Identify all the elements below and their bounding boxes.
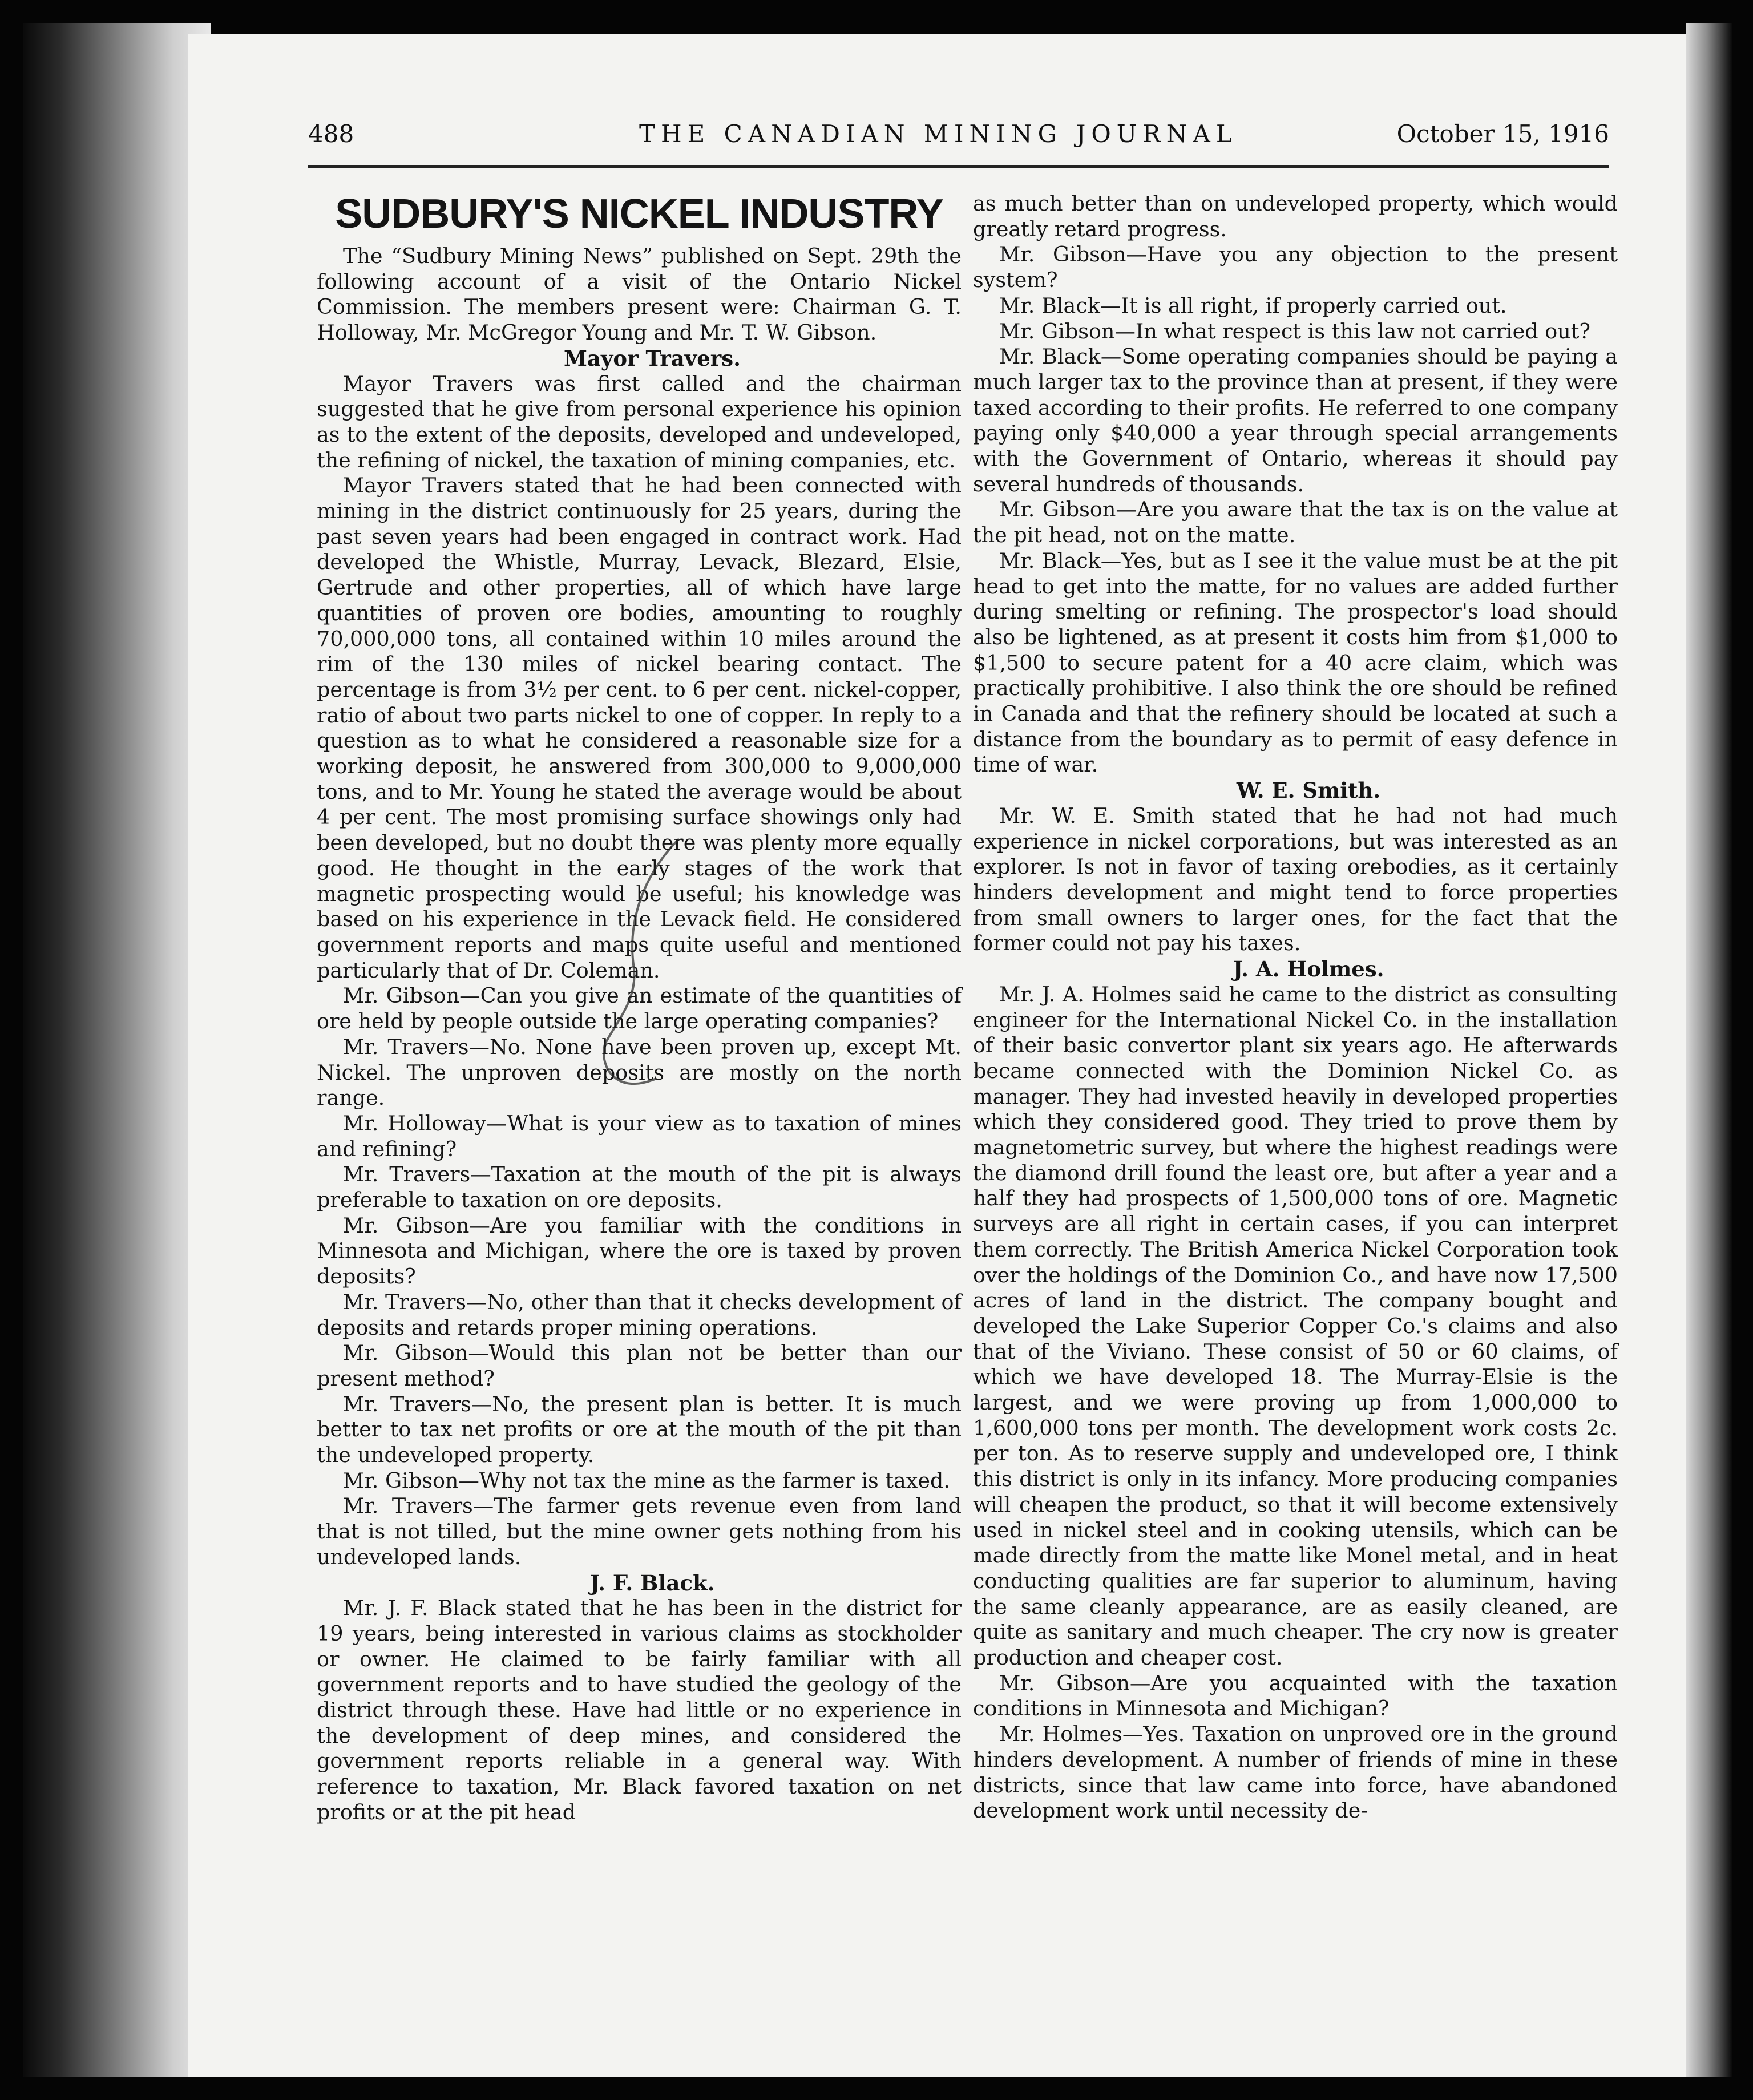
section-heading-black: J. F. Black. bbox=[589, 1570, 715, 1596]
paragraph: Mr. Gibson—Are you acquainted with the taxation conditions in Minnesota and Michigan? bbox=[973, 1670, 1618, 1721]
paragraph: Mr. Holmes—Yes. Taxation on unproved ore in the ground hinders development. A number of friends of mine in these districts, since that law came into force, have abandoned development work until necessity de- bbox=[973, 1722, 1618, 1823]
pencil-annotation-mark bbox=[593, 827, 708, 1101]
paragraph: Mr. Gibson—In what respect is this law not carried out? bbox=[999, 318, 1590, 344]
book-binding-edge bbox=[23, 23, 211, 2077]
paragraph: Mayor Travers stated that he had been connected with mining in the district continuously for 25 years, during the past seven years had been engaged in contract work. Had developed the Whistle, Murray, Levack, Blezard, Elsie, Gertrude and other properties, all of which have large quantities of proven ore bodies, amounting to roughly 70,000,000 tons, all contained within 10 miles around the rim of the 130 miles of nickel bearing contact. The percentage is from 3½ per cent. to 6 per cent. nickel-copper, ratio of about two parts nickel to one of copper. In reply to a question as to what he considered a reasonable size for a working deposit, he answered from 300,000 to 9,000,000 tons, and to Mr. Young he stated the average would be about 4 per cent. The most promising surface showings only had been developed, but no doubt there was plenty more equally good. He thought in the early stages of the work that magnetic prospecting would be useful; his knowledge was based on his experience in the Levack field. He considered government reports and maps quite useful and mentioned particularly that of Dr. Coleman. bbox=[317, 473, 962, 983]
paragraph: Mr. Black—Some operating companies should be paying a much larger tax to the province than at present, if they were taxed according to their profits. He referred to one company paying only $40,000 a year through special arrangements with the Government of Ontario, whereas it should pay several hundreds of thousands. bbox=[973, 344, 1618, 496]
paragraph: Mr. Travers—No, the present plan is better. It is much better to tax net profits or ore at the mouth of the pit than the undeveloped property. bbox=[317, 1391, 962, 1468]
paragraph: Mr. Black—It is all right, if properly carried out. bbox=[999, 293, 1507, 318]
paragraph: Mr. Gibson—Have you any objection to the present system? bbox=[973, 242, 1618, 293]
paragraph: Mr. Travers—No. None have been proven up, except Mt. Nickel. The unproven deposits are mostly on the north range. bbox=[317, 1034, 962, 1110]
paragraph: Mr. Travers—Taxation at the mouth of the pit is always preferable to taxation on ore deposits. bbox=[317, 1162, 962, 1213]
paragraph: Mr. Gibson—Are you aware that the tax is on the value at the pit head, not on the matte. bbox=[973, 497, 1618, 548]
article-title: SUDBURY'S NICKEL INDUSTRY bbox=[335, 191, 943, 237]
paragraph: Mr. Gibson—Are you familiar with the conditions in Minnesota and Michigan, where the ore is taxed by proven deposits? bbox=[317, 1213, 962, 1289]
paragraph: Mayor Travers was first called and the chairman suggested that he give from personal experience his opinion as to the extent of the deposits, developed and undeveloped, the refining of nickel, the taxation of mining companies, etc. bbox=[317, 371, 962, 472]
page-number: 488 bbox=[308, 120, 354, 148]
running-header bbox=[308, 120, 1609, 168]
section-heading-holmes: J. A. Holmes. bbox=[1233, 956, 1384, 982]
section-heading-travers: Mayor Travers. bbox=[563, 345, 741, 371]
right-column bbox=[973, 191, 1618, 1824]
paragraph: Mr. J. A. Holmes said he came to the district as consulting engineer for the International Nickel Co. in the installation of their basic convertor plant six years ago. He afterwards became connected with the Dominion Nickel Co. as manager. They had invested heavily in developed properties which they considered good. They tried to prove them by magnetometric survey, but where the highest readings were the diamond drill found the least ore, but after a year and a half they had prospects of 1,500,000 tons of ore. Magnetic surveys are all right in certain cases, if you can interpret them correctly. The British America Nickel Corporation took over the holdings of the Dominion Co., and have now 17,500 acres of land in the district. The company bought and developed the Lake Superior Copper Co.'s claims and also that of the Viviano. These consist of 50 or 60 claims, of which we have developed 18. The Murray-Elsie is the largest, and we were proving up from 1,000,000 to 1,600,000 tons per month. The development work costs 2c. per ton. As to reserve supply and undeveloped ore, I think this district is only in its infancy. More producing companies will cheapen the product, so that it will become extensively used in nickel steel and in cooking utensils, which can be made directly from the matte like Monel metal, and in heat conducting qualities are far superior to aluminum, having the same cleanly appearance, are as easily cleaned, are quite as sanitary and much cheaper. The cry now is greater production and cheaper cost. bbox=[973, 982, 1618, 1670]
paragraph: Mr. J. F. Black stated that he has been in the district for 19 years, being interested in various claims as stockholder or owner. He claimed to be fairly familiar with all government reports and to have studied the geology of the district through these. Have had little or no experience in the development of deep mines, and considered the government reports reliable in a general way. With reference to taxation, Mr. Black favored taxation on net profits or at the pit head bbox=[317, 1596, 962, 1824]
section-heading-smith: W. E. Smith. bbox=[1236, 778, 1381, 803]
paragraph: Mr. Gibson—Can you give an estimate of the quantities of ore held by people outside the large operating companies? bbox=[317, 983, 962, 1034]
paragraph: Mr. Travers—The farmer gets revenue even from land that is not tilled, but the mine owner gets nothing from his undeveloped lands. bbox=[317, 1493, 962, 1569]
page-right-edge bbox=[1686, 23, 1732, 2077]
paragraph: Mr. Travers—No, other than that it checks development of deposits and retards proper mining operations. bbox=[317, 1289, 962, 1340]
paragraph: Mr. Gibson—Would this plan not be better than our present method? bbox=[317, 1340, 962, 1391]
paragraph: Mr. Holloway—What is your view as to taxation of mines and refining? bbox=[317, 1110, 962, 1161]
journal-title: THE CANADIAN MINING JOURNAL bbox=[639, 120, 1238, 148]
paragraph: Mr. Gibson—Why not tax the mine as the farmer is taxed. bbox=[343, 1468, 950, 1493]
paragraph-continued: as much better than on undeveloped property, which would greatly retard progress. bbox=[973, 191, 1618, 241]
intro-paragraph: The “Sudbury Mining News” published on Sept. 29th the following account of a visit of the Ontario Nickel Commission. The members present were: Chairman G. T. Holloway, Mr. McGregor Young and Mr. T. W. Gibson. bbox=[317, 244, 962, 345]
paragraph: Mr. W. E. Smith stated that he had not had much experience in nickel corporations, but was interested as an explorer. Is not in favor of taxing orebodies, as it certainly hinders development and might tend to force properties from small owners to larger ones, for the fact that the former could not pay his taxes. bbox=[973, 803, 1618, 956]
paragraph: Mr. Black—Yes, but as I see it the value must be at the pit head to get into the matte, for no values are added further during smelting or refining. The prospector's load should also be lightened, as at present it costs him from $1,000 to $1,500 to secure patent for a 40 acre claim, which was practically prohibitive. I also think the ore should be refined in Canada and that the refinery should be located at such a distance from the boundary as to permit of easy defence in time of war. bbox=[973, 548, 1618, 777]
issue-date: October 15, 1916 bbox=[1396, 120, 1609, 148]
